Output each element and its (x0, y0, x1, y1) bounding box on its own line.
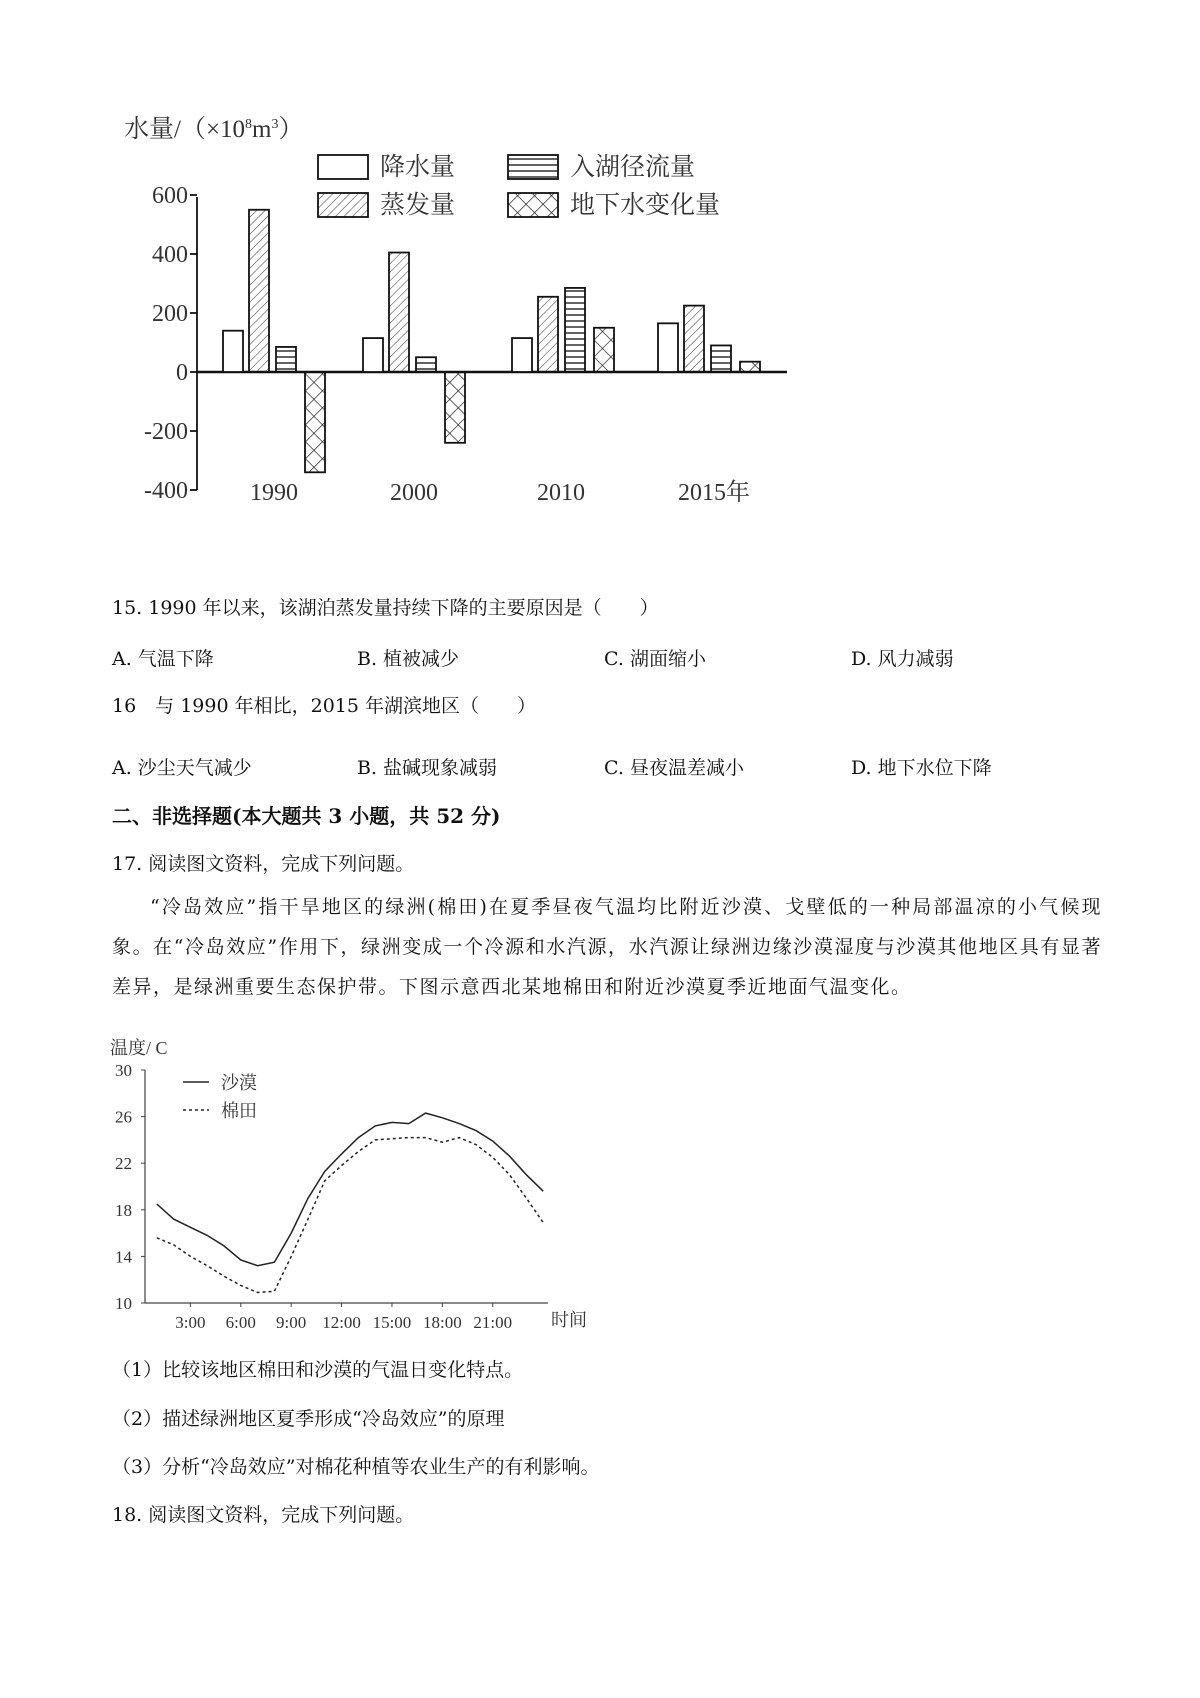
temp-x-tick-label: 21:00 (473, 1313, 513, 1332)
q16-option-b[interactable]: B. 盐碱现象减弱 (357, 757, 498, 779)
q16-option-d[interactable]: D. 地下水位下降 (851, 757, 992, 779)
q16-option-a[interactable]: A. 沙尘天气减少 (112, 757, 252, 779)
temp-y-tick-label: 10 (115, 1294, 132, 1313)
question-17-sub-2: （2）描述绿洲地区夏季形成“冷岛效应”的原理 (112, 1408, 505, 1430)
temp-y-tick-label: 18 (115, 1200, 132, 1220)
question-17-sub-1: （1）比较该地区棉田和沙漠的气温日变化特点。 (112, 1359, 524, 1381)
legend-label-evaporation: 蒸发量 (380, 192, 456, 219)
bar-runoff-2015 (711, 345, 731, 372)
bar-precipitation-2000 (363, 338, 383, 372)
bar-precipitation-2010 (512, 338, 532, 372)
legend-label-cotton: 棉田 (221, 1101, 257, 1121)
water-y-tick-label: 400 (152, 242, 188, 268)
legend-label-runoff: 入湖径流量 (570, 154, 696, 181)
temp-y-tick-label: 14 (115, 1247, 132, 1267)
water-chart-ylabel: 水量$/(\times 10^8m^3)$ (124, 116, 304, 143)
temp-x-tick-label: 18:00 (422, 1313, 462, 1332)
temp-x-tick-label: 3:00 (175, 1313, 206, 1332)
bar-runoff-2000 (416, 357, 436, 372)
bar-groundwater-2015 (740, 362, 760, 372)
bar-evaporation-1990 (249, 210, 269, 372)
legend-swatch-evaporation (318, 193, 368, 217)
water-x-tick-label: 1990 (250, 480, 298, 506)
q15-option-a[interactable]: A. 气温下降 (112, 648, 214, 670)
bar-evaporation-2015 (684, 306, 704, 372)
water-chart-legend (318, 153, 720, 219)
section-heading: 二、非选择题(本大题共 3 小题，共 52 分) (112, 804, 501, 828)
water-y-tick-label: 200 (152, 301, 188, 327)
water-y-tick-label: 0 (176, 360, 188, 386)
question-18: 18. 阅读图文资料，完成下列问题。 (112, 1504, 415, 1526)
q16-option-c[interactable]: C. 昼夜温差减小 (604, 757, 744, 779)
bar-groundwater-1990 (305, 372, 325, 472)
temp-x-tick-label: 6:00 (225, 1313, 256, 1332)
question-16: 16 与 1990 年相比，2015 年湖滨地区（ ） (112, 695, 537, 717)
bar-precipitation-1990 (223, 331, 243, 372)
bar-groundwater-2010 (594, 328, 614, 372)
bar-evaporation-2000 (389, 253, 409, 372)
question-15: 15. 1990 年以来，该湖泊蒸发量持续下降的主要原因是（ ） (112, 597, 659, 619)
water-x-tick-label: 2000 (390, 480, 438, 506)
legend-label-desert: 沙漠 (221, 1073, 257, 1093)
legend-label-precipitation: 降水量 (380, 154, 456, 181)
temp-y-tick-label: 30 (115, 1061, 132, 1080)
bar-evaporation-2010 (538, 297, 558, 372)
bar-runoff-2010 (565, 288, 585, 372)
q15-option-d[interactable]: D. 风力减弱 (851, 648, 954, 670)
temp-x-tick-label: 15:00 (372, 1313, 412, 1332)
water-y-tick-label: -400 (144, 478, 188, 504)
legend-label-groundwater: 地下水变化量 (570, 192, 721, 219)
series-line-cotton (157, 1138, 543, 1293)
legend-swatch-precipitation (318, 155, 368, 179)
legend-swatch-groundwater (508, 193, 558, 217)
water-balance-chart (0, 0, 1200, 540)
bar-runoff-1990 (276, 347, 296, 372)
temp-y-tick-label: 22 (115, 1154, 132, 1174)
question-17-sub-3: （3）分析“冷岛效应”对棉花种植等农业生产的有利影响。 (112, 1456, 600, 1478)
question-17-paragraph: “冷岛效应”指干旱地区的绿洲(棉田)在夏季昼夜气温均比附近沙漠、戈壁低的一种局部温凉的小气候现象。在“冷岛效应”作用下，绿洲变成一个冷源和水汽源，水汽源让绿洲边缘沙漠湿度与沙漠其他地区具有显著差异，是绿洲重要生态保护带。下图示意西北某地棉田和附近沙漠夏季近地面气温变化。 (112, 896, 1102, 998)
question-17: 17. 阅读图文资料，完成下列问题。 (112, 853, 415, 875)
temp-chart-ylabel: 温度/ C (110, 1038, 168, 1058)
q15-option-b[interactable]: B. 植被减少 (357, 648, 460, 670)
series-line-desert (157, 1113, 543, 1266)
water-x-tick-label: 2015年 (678, 480, 750, 506)
water-y-tick-label: 600 (152, 183, 188, 209)
temp-chart-legend (183, 1073, 257, 1121)
temp-chart-xlabel: 时间 (551, 1310, 587, 1330)
temp-y-tick-label: 26 (115, 1107, 132, 1127)
legend-swatch-runoff (508, 155, 558, 179)
temp-x-tick-label: 9:00 (276, 1313, 307, 1332)
q15-option-c[interactable]: C. 湖面缩小 (604, 648, 706, 670)
temp-x-tick-label: 12:00 (322, 1313, 361, 1332)
bar-groundwater-2000 (445, 372, 465, 443)
water-x-tick-label: 2010 (537, 480, 585, 506)
bar-precipitation-2015 (658, 323, 678, 372)
temperature-chart (0, 1025, 620, 1340)
water-y-tick-label: -200 (144, 419, 188, 445)
